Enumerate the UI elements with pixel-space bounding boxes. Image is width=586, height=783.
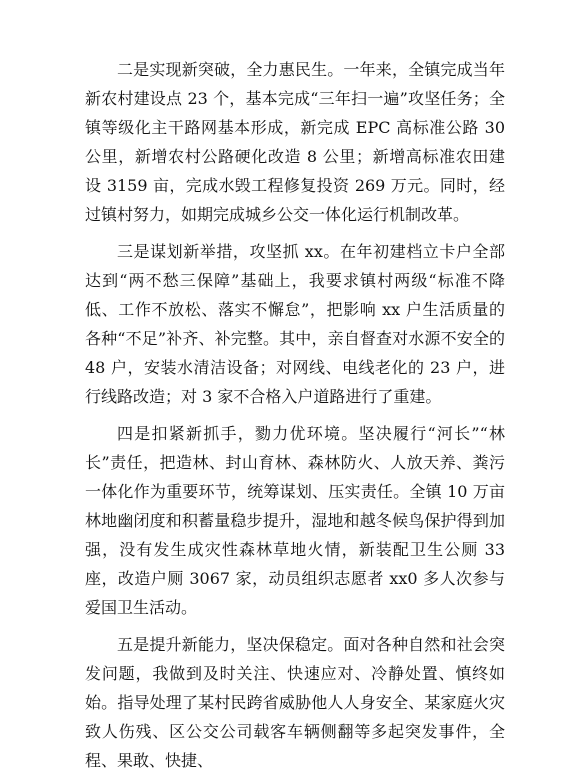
paragraph-2: 二是实现新突破，全力惠民生。一年来，全镇完成当年新农村建设点 23 个，基本完成“三年扫一遍”攻坚任务；全镇等级化主干路网基本形成，新完成 EPC 高标准公路 30 公里，新增农村公路硬化改造 8 公里；新增高标准农田建设 3159 亩，完成水毁工程修复投资 269 万元。同时，经过镇村努力，如期完成城乡公交一体化运行机制改革。 — [85, 60, 505, 224]
paragraph-5: 五是提升新能力，坚决保稳定。面对各种自然和社会突发问题，我做到及时关注、快速应对、冷静处置、慎终如始。指导处理了某村民跨省威胁他人人身安全、某家庭火灾致人伤残、区公交公司载客车辆侧翻等多起突发事件，全程、果敢、快捷、 — [85, 635, 505, 770]
paragraph-4: 四是扣紧新抓手，勠力优环境。坚决履行“河长”“林长”责任，把造林、封山育林、森林防火、人放天养、粪污一体化作为重要环节，统筹谋划、压实责任。全镇 10 万亩林地幽闭度和积蓄量稳步提升，湿地和越冬候鸟保护得到加强，没有发生成灾性森林草地火情，新装配卫生公厕 33 座，改造户厕 3067 家，动员组织志愿者 xx0 多人次参与爱国卫生活动。 — [85, 424, 505, 617]
paragraph-3: 三是谋划新举措，攻坚抓 xx。在年初建档立卡户全部达到“两不愁三保障”基础上，我要求镇村两级“标准不降低、工作不放松、落实不懈怠”，把影响 xx 户生活质量的各种“不足”补齐、补完整。其中，亲自督查对水源不安全的 48 户，安装水清洁设备；对网线、电线老化的 23 户，进行线路改造；对 3 家不合格入户道路进行了重建。 — [85, 242, 505, 406]
document-body — [85, 55, 505, 783]
